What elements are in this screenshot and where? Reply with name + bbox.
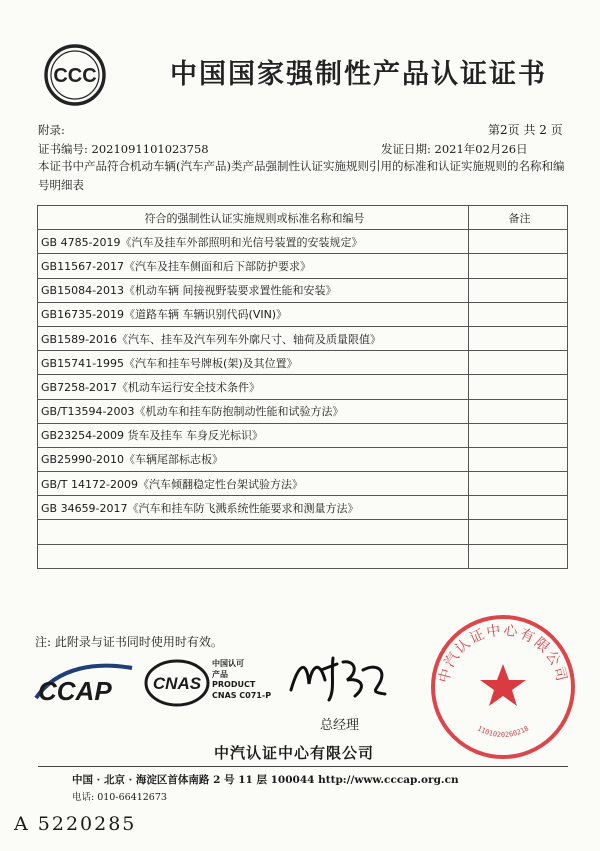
ccap-logo-icon [28,660,136,708]
validity-note: 注: 此附录与证书同时使用时有效。 [35,635,223,649]
standard-cell [38,520,469,544]
table-row [38,254,568,278]
standard-cell: GB25990-2010《车辆尾部标志板》 [38,447,469,471]
svg-text:CCC: CCC [53,65,97,87]
page-number: 第2页 共 2 页 [488,123,563,137]
svg-text:1101020260218: 1101020260218 [475,724,531,739]
remarks-cell [469,375,568,399]
standard-cell: GB16735-2019《道路车辆 车辆识别代码(VIN)》 [38,302,469,326]
standard-cell: GB7258-2017《机动车运行安全技术条件》 [38,375,469,399]
remarks-cell [469,496,568,520]
remarks-cell [469,254,568,278]
cnas-text-line: 中国认可 [212,659,244,668]
remarks-cell [469,520,568,544]
table-row [38,520,568,544]
remarks-cell [469,351,568,375]
remarks-cell [469,544,568,568]
table-header-row [38,206,568,230]
standard-cell: GB/T 14172-2009《汽车倾翻稳定性台架试验方法》 [38,472,469,496]
remarks-cell [469,399,568,423]
cnas-text-line: CNAS C071-P [212,690,272,700]
document-title: 中国国家强制性产品认证证书 [170,59,547,90]
table-row [38,399,568,423]
remarks-cell [469,447,568,471]
svg-text:CNAS: CNAS [152,674,202,693]
svg-text:中汽认证中心有限公司: 中汽认证中心有限公司 [436,622,570,685]
official-seal-icon [428,612,578,762]
cnas-text-line: 产品 [212,669,228,679]
intro-paragraph: 本证书中产品符合机动车辆(汽车产品)类产品强制性认证实施规则引用的标准和认证实施规则的名称和编号明细表 [38,159,565,192]
remarks-cell [469,302,568,326]
footer-phone: 电话: 010-66412673 [72,792,167,803]
svg-text:CCAP: CCAP [38,676,112,706]
column-header-standard: 符合的强制性认证实施规则或标准名称和编号 [38,206,469,230]
table-row [38,375,568,399]
issue-date: 发证日期: 2021年02月26日 [381,142,528,156]
standard-cell [38,544,469,568]
remarks-cell [469,230,568,254]
remarks-cell [469,423,568,447]
remarks-cell [469,326,568,350]
cnas-accreditation-text [212,659,271,701]
standard-cell: GB/T13594-2003《机动车和挂车防抱制动性能和试验方法》 [38,399,469,423]
table-row [38,351,568,375]
table-row [38,302,568,326]
standard-cell: GB23254-2009 货车及挂车 车身反光标识》 [38,423,469,447]
serial-number: A 5220285 [14,813,137,835]
ccc-mark-icon [44,44,106,106]
table-row [38,230,568,254]
table-row [38,423,568,447]
certificate-number: 证书编号: 2021091101023758 [38,142,209,156]
remarks-cell [469,278,568,302]
remarks-cell [469,472,568,496]
attachment-label: 附录: [38,123,65,137]
table-row [38,326,568,350]
handwritten-signature-icon [285,650,393,705]
footer-divider [38,766,568,767]
signatory-title: 总经理 [320,718,360,733]
standard-cell: GB15084-2013《机动车辆 间接视野装要求置性能和安装》 [38,278,469,302]
standards-table [37,205,568,569]
table-row [38,472,568,496]
standard-cell: GB 34659-2017《汽车和挂车防飞溅系统性能要求和测量方法》 [38,496,469,520]
column-header-remarks: 备注 [469,206,568,230]
cnas-text-line: PRODUCT [212,680,256,689]
standard-cell: GB11567-2017《汽车及挂车侧面和后下部防护要求》 [38,254,469,278]
cnas-logo-icon [144,658,210,708]
standard-cell: GB 4785-2019《汽车及挂车外部照明和光信号装置的安装规定》 [38,230,469,254]
table-row [38,447,568,471]
company-name: 中汽认证中心有限公司 [214,744,375,762]
standard-cell: GB1589-2016《汽车、挂车及汽车列车外廓尺寸、轴荷及质量限值》 [38,326,469,350]
table-row [38,278,568,302]
footer-address: 中国 · 北京 · 海淀区首体南路 2 号 11 层 100044 http://www.cccap.org.cn [72,774,459,786]
table-row [38,496,568,520]
table-row [38,544,568,568]
standard-cell: GB15741-1995《汽车和挂车号牌板(架)及其位置》 [38,351,469,375]
